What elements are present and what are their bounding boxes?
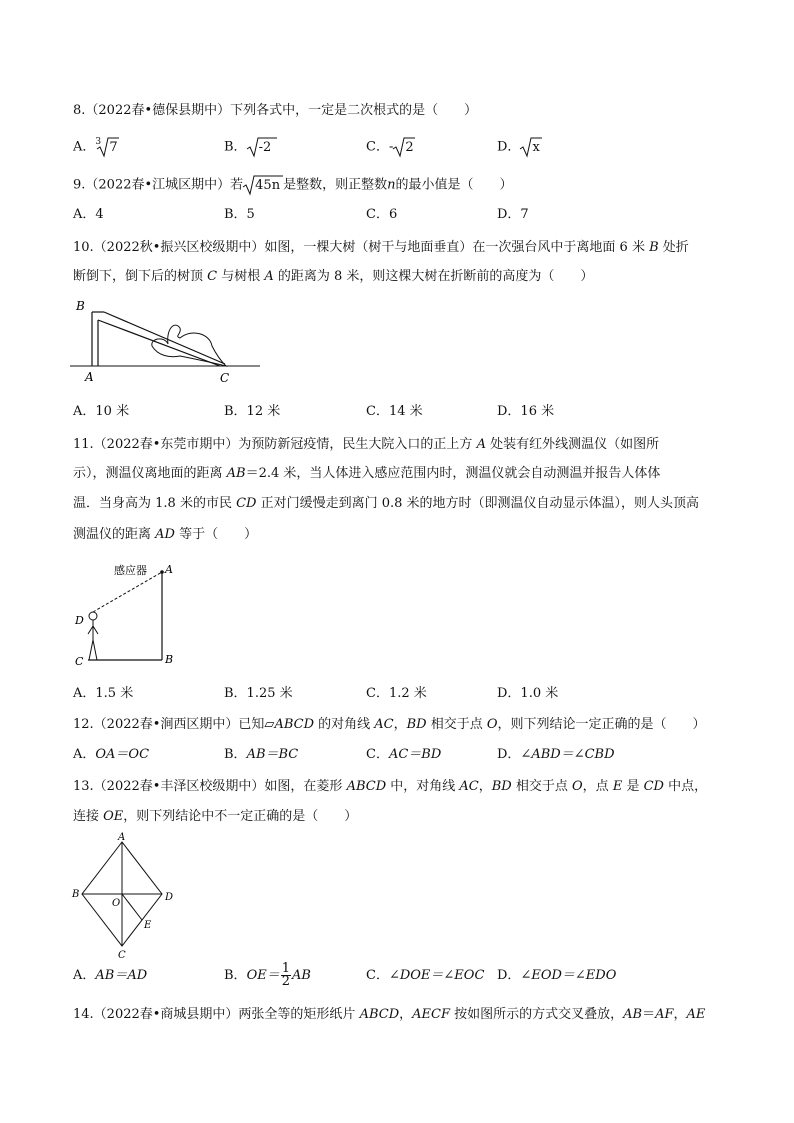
q12-d-label: D．	[497, 747, 521, 762]
q11-l3c: 正对门缓慢走到离门 0.8 米的地方时（即测温仪自动显示体温），则人头顶高	[256, 496, 700, 511]
minus-sign: -	[388, 139, 394, 155]
q11-option-a: A．1.5 米	[73, 686, 134, 701]
numerator: 1	[281, 961, 290, 976]
q9-option-c: C．6	[366, 207, 398, 222]
q13-t12: CD	[643, 779, 664, 794]
q14-t8: AF	[655, 1007, 674, 1022]
q13-option-d	[497, 967, 616, 985]
q10-l2b: C	[207, 269, 218, 284]
q14-t1: 14.（2022春•商城县期中）两张全等的矩形纸片	[73, 1007, 360, 1022]
q12-t9: ，则下列结论一定正确的是（ ）	[497, 717, 706, 732]
q11-l1c: 处装有红外线测温仪（如图所	[485, 437, 660, 452]
q13-t5: ，	[478, 779, 492, 794]
label-b: B	[76, 299, 85, 313]
q13-option-b	[224, 962, 311, 990]
q14-t6: AB	[623, 1007, 643, 1022]
q10-option-c: C．14 米	[366, 404, 423, 419]
q13-a-label: A．	[73, 968, 96, 983]
q12-option-a	[73, 746, 149, 764]
sensor-label: 感应器	[114, 564, 147, 577]
q9-option-b: B．5	[224, 207, 255, 222]
q8-option-d-label: D．	[497, 139, 521, 155]
label-d: D	[165, 892, 174, 903]
fallen-trunk-bottom	[98, 320, 220, 366]
q12-c-expr: AC＝BD	[388, 747, 442, 762]
q9-option-a: A．4	[73, 207, 104, 222]
q12-t2: ABCD	[274, 717, 314, 732]
q11-l1b: A	[476, 437, 486, 452]
q14-t5: 按如图所示的方式交叉叠放，	[450, 1007, 624, 1022]
q13-t13: 中点，	[663, 779, 708, 794]
label-c: C	[118, 950, 126, 961]
q11-l4c: 等于（ ）	[174, 527, 258, 542]
radicand: x	[532, 140, 540, 155]
q13-stem-line2	[73, 808, 357, 826]
q9-stem	[73, 175, 513, 195]
radicand: 2	[405, 140, 414, 155]
q13-t7: 相交于点	[511, 779, 572, 794]
q12-t7: 相交于点	[426, 717, 487, 732]
q10-option-d: D．16 米	[497, 404, 555, 419]
cube-root-7	[95, 137, 119, 157]
q13-t11: 是	[622, 779, 644, 794]
q11-option-b: B．1.25 米	[224, 686, 293, 701]
q11-l3a: 温．当身高为 1.8 米的市民	[73, 496, 237, 511]
q11-stem-line4	[73, 526, 257, 544]
q12-t1: 12.（2022春•涧西区期中）已知▱	[73, 717, 275, 732]
label-e: E	[144, 920, 152, 931]
q11-stem-line2	[73, 465, 660, 483]
q11-l3b: CD	[236, 496, 257, 511]
label-b: B	[72, 889, 80, 900]
q13-t8: O	[572, 779, 583, 794]
q12-t6: BD	[406, 717, 427, 732]
q9-option-d: D．7	[497, 207, 529, 222]
q10-stem-line2	[73, 268, 593, 286]
q10-l2a: 断倒下，倒下后的树顶	[73, 269, 208, 284]
q13-c-expr: ∠DOE＝∠EOC	[388, 968, 485, 983]
q14-t4: AECF	[412, 1007, 450, 1022]
q13-c-label: C．	[366, 968, 389, 983]
label-a: A	[118, 832, 126, 843]
q13-t2: ABCD	[346, 779, 387, 794]
q8-option-d	[497, 137, 542, 157]
q10-l1a: 10.（2022秋•振兴区校级期中）如图，一棵大树（树干与地面垂直）在一次强台风中于离地面 6 米	[73, 240, 650, 255]
q13-l2a: 连接	[73, 809, 104, 824]
q11-l2b: AB	[226, 466, 246, 481]
q13-l2b: OE	[103, 809, 124, 824]
q9-suffix: 的最小值是（ ）	[395, 177, 513, 193]
q13-t10: E	[612, 779, 623, 794]
q12-b-expr: AB＝BC	[246, 747, 299, 762]
label-c: C	[75, 655, 84, 668]
sqrt-2	[393, 137, 415, 157]
q13-option-a	[73, 967, 147, 985]
q13-d-expr: ∠EOD＝∠EDO	[520, 968, 617, 983]
q13-b-label: B．	[224, 968, 247, 983]
segment-oe	[122, 894, 142, 920]
radicand: 45n	[255, 178, 281, 193]
q13-t4: AC	[459, 779, 479, 794]
q13-stem-line1	[73, 778, 707, 796]
q14-stem	[73, 1006, 705, 1024]
q14-t7: ＝	[642, 1007, 656, 1022]
q12-t4: AC	[374, 717, 394, 732]
q11-stem-line1	[73, 436, 659, 454]
q11-l4b: AD	[155, 527, 175, 542]
fraction-one-half	[281, 963, 291, 988]
q13-t6: BD	[491, 779, 512, 794]
label-b: B	[165, 653, 174, 666]
q11-stem-line3	[73, 495, 699, 513]
q11-l2c: ＝2.4 米，当人体进入感应范围内时，测温仪就会自动测温并报告人体体	[245, 466, 661, 481]
q12-a-label: A．	[73, 747, 96, 762]
q12-option-d	[497, 746, 615, 764]
q14-t2: ABCD	[359, 1007, 400, 1022]
q10-option-b: B．12 米	[224, 404, 281, 419]
person-head-icon	[89, 612, 97, 620]
label-c: C	[220, 371, 230, 385]
q8-option-a-label: A．	[73, 139, 96, 155]
q8-option-b	[224, 137, 277, 157]
q12-t8: O	[486, 717, 498, 732]
q12-option-c	[366, 746, 441, 764]
q11-l2a: 示），测温仪离地面的距离	[73, 466, 227, 481]
q11-l1a: 11.（2022春•东莞市期中）为预防新冠疫情，民生大院入口的正上方	[73, 437, 477, 452]
person-body-icon	[88, 620, 98, 660]
q13-d-label: D．	[497, 968, 521, 983]
radicand: -2	[258, 140, 272, 155]
fallen-trunk-top	[104, 312, 225, 364]
q12-option-b	[224, 746, 298, 764]
sqrt-neg-2	[247, 137, 277, 157]
q10-l2c: 与树根	[217, 269, 265, 284]
q10-figure	[70, 298, 270, 388]
q10-stem-line1	[73, 239, 689, 257]
q12-t3: 的对角线	[314, 717, 375, 732]
q9-prefix: 9.（2022春•江城区期中）若	[73, 177, 244, 193]
q13-b-lhs: OE＝	[246, 968, 280, 983]
label-a: A	[165, 563, 173, 576]
q11-option-c: C．1.2 米	[366, 686, 427, 701]
q10-l2d: A	[264, 269, 274, 284]
sight-line-ad	[93, 572, 162, 612]
q9-var: n	[387, 177, 396, 193]
q10-option-a: A．10 米	[73, 404, 130, 419]
q11-l4a: 测温仪的距离	[73, 527, 156, 542]
root-index: 3	[95, 137, 102, 147]
q13-option-c	[366, 967, 484, 985]
q13-b-rhs: AB	[292, 968, 311, 983]
q14-t3: ，	[399, 1007, 413, 1022]
q9-middle: 是整数，则正整数	[283, 177, 388, 193]
q12-c-label: C．	[366, 747, 389, 762]
q13-a-expr: AB＝AD	[95, 968, 148, 983]
q11-option-d: D．1.0 米	[497, 686, 559, 701]
q14-t10: AE	[686, 1007, 706, 1022]
q8-option-c-label: C．	[366, 139, 389, 155]
label-a: A	[85, 370, 94, 384]
q8-option-c	[366, 137, 415, 157]
q13-figure	[70, 834, 190, 964]
radicand: 7	[109, 140, 118, 155]
q12-b-label: B．	[224, 747, 247, 762]
q13-l2c: ，则下列结论中不一定正确的是（ ）	[123, 809, 358, 824]
q12-stem	[73, 716, 706, 734]
q14-t9: ，	[673, 1007, 687, 1022]
q8-stem: 8.（2022春•德保县期中）下列各式中，一定是二次根式的是（ ）	[73, 103, 478, 118]
q8-option-a	[73, 137, 119, 157]
q13-t9: ，点	[582, 779, 613, 794]
label-o: O	[112, 898, 121, 909]
q10-l1b: B	[649, 240, 659, 255]
q13-t1: 13.（2022春•丰泽区校级期中）如图，在菱形	[73, 779, 347, 794]
q12-t5: ，	[393, 717, 407, 732]
sqrt-x	[520, 137, 542, 157]
q10-l2e: 的距离为 8 米，则这棵大树在折断前的高度为（ ）	[273, 269, 594, 284]
q12-a-expr: OA＝OC	[95, 747, 150, 762]
label-d: D	[75, 614, 84, 627]
q10-l1c: 处折	[658, 240, 689, 255]
denominator: 2	[281, 974, 290, 989]
q11-figure	[70, 560, 190, 670]
q8-option-b-label: B．	[224, 139, 247, 155]
q12-d-expr: ∠ABD＝∠CBD	[520, 747, 615, 762]
q13-t3: 中，对角线	[386, 779, 460, 794]
sqrt-45n	[243, 175, 283, 195]
